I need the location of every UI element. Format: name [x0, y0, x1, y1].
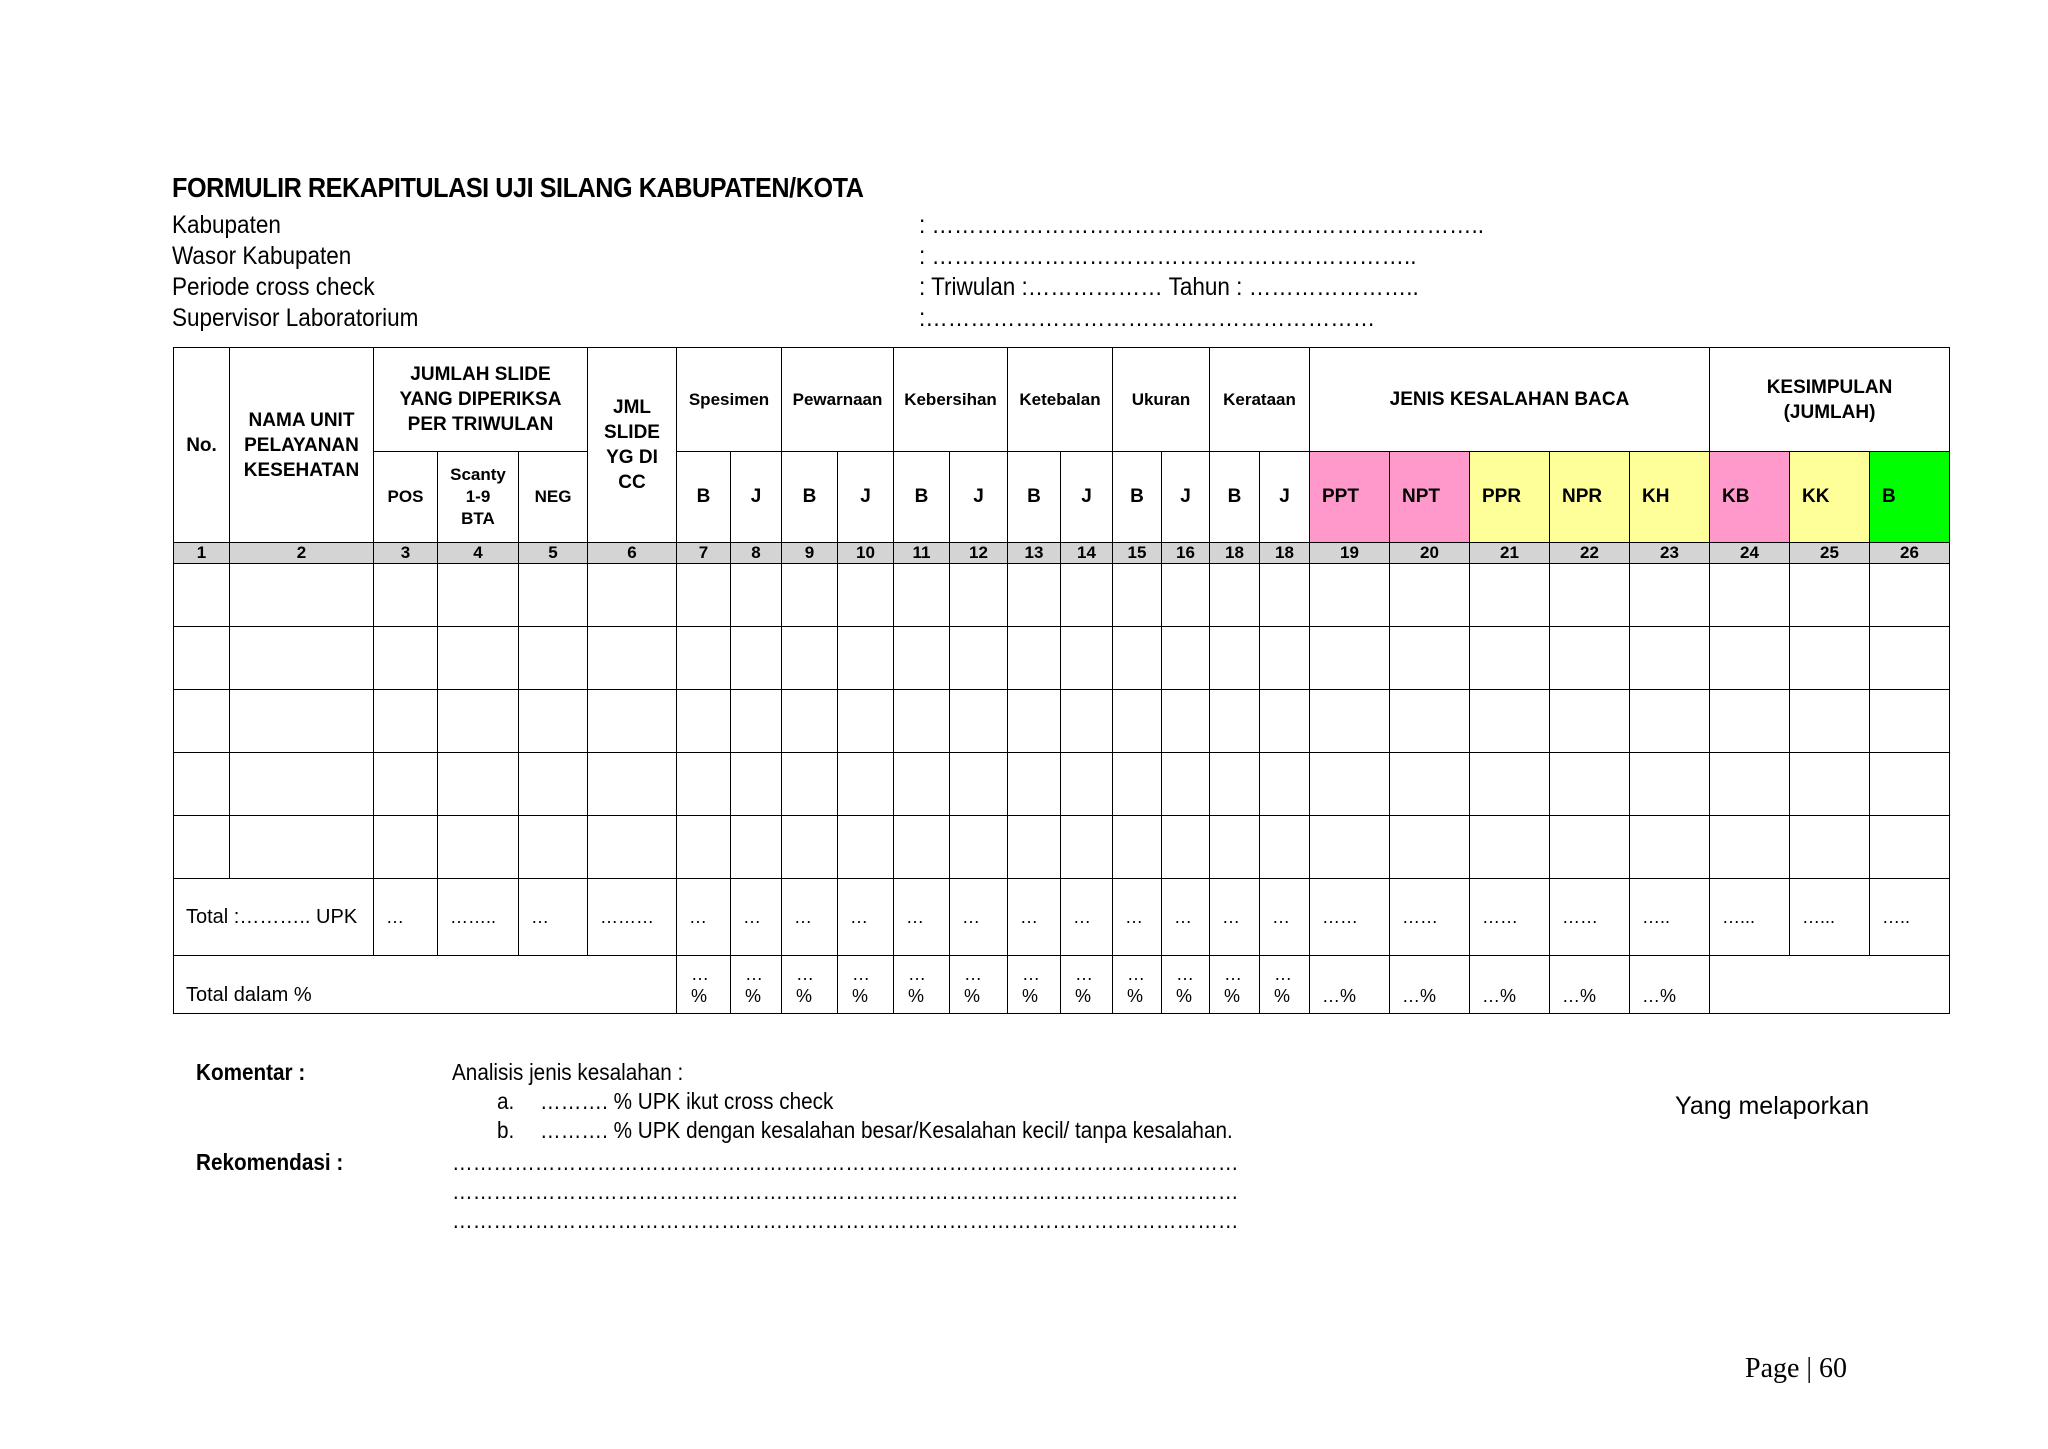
percent-cell: …%: [1310, 956, 1390, 1014]
col-num: 1: [174, 543, 230, 564]
percent-cell: [677, 956, 731, 1014]
data-cell[interactable]: [1470, 564, 1550, 627]
header-b-kesimpulan: B: [1870, 452, 1950, 543]
percent-sign: %: [1022, 986, 1039, 1006]
col-num: 6: [588, 543, 677, 564]
data-cell[interactable]: [1061, 627, 1113, 690]
data-cell[interactable]: [894, 564, 950, 627]
data-cell[interactable]: [1390, 564, 1470, 627]
data-cell[interactable]: [1710, 816, 1790, 879]
data-cell[interactable]: [1790, 627, 1870, 690]
rekomendasi-line: ……………………………………………………………………………………………………: [452, 1149, 1239, 1175]
col-num: 21: [1470, 543, 1550, 564]
percent-dots: …: [745, 964, 763, 984]
data-cell[interactable]: [1260, 753, 1310, 816]
data-cell[interactable]: [230, 564, 374, 627]
header-b: B: [677, 452, 731, 543]
total-cell: ……: [1390, 879, 1470, 956]
page-number: Page | 60: [1745, 1353, 1848, 1384]
data-cell[interactable]: [1008, 627, 1061, 690]
data-cell[interactable]: [1390, 753, 1470, 816]
data-cell[interactable]: [677, 753, 731, 816]
table-row: [174, 627, 1950, 690]
col-num: 15: [1113, 543, 1162, 564]
data-cell[interactable]: [1470, 690, 1550, 753]
header-b: B: [1210, 452, 1260, 543]
percent-dots: …: [796, 964, 814, 984]
percent-sign: %: [964, 986, 981, 1006]
col-num: 16: [1162, 543, 1210, 564]
data-cell[interactable]: [1260, 690, 1310, 753]
data-cell[interactable]: [1310, 816, 1390, 879]
header-j: J: [1061, 452, 1113, 543]
data-cell[interactable]: [894, 816, 950, 879]
table-row: [174, 564, 1950, 627]
data-cell[interactable]: [1061, 816, 1113, 879]
info-value: : ………………………………………………………………..: [919, 211, 1485, 239]
info-value: :……………………………………………………: [919, 304, 1376, 332]
data-cell[interactable]: [782, 627, 838, 690]
data-cell[interactable]: [1550, 564, 1630, 627]
col-num: 22: [1550, 543, 1630, 564]
header-no: No.: [174, 348, 230, 543]
percent-cell: [894, 956, 950, 1014]
info-label: Wasor Kabupaten: [172, 242, 352, 270]
percent-cell: [782, 956, 838, 1014]
info-value: : ………………………………………………………..: [919, 242, 1417, 270]
percent-row: [174, 956, 1950, 1014]
percent-cell: …%: [1390, 956, 1470, 1014]
data-cell[interactable]: [438, 816, 519, 879]
data-cell[interactable]: [1550, 753, 1630, 816]
data-cell[interactable]: [1390, 690, 1470, 753]
data-cell[interactable]: [1260, 627, 1310, 690]
header-j: J: [1260, 452, 1310, 543]
total-cell: …: [838, 879, 894, 956]
data-cell[interactable]: [1162, 690, 1210, 753]
data-cell[interactable]: [731, 816, 782, 879]
data-cell[interactable]: [1870, 816, 1950, 879]
data-cell[interactable]: [1470, 627, 1550, 690]
data-cell[interactable]: [1790, 690, 1870, 753]
total-cell: …...: [1790, 879, 1870, 956]
col-num: 4: [438, 543, 519, 564]
form-title: FORMULIR REKAPITULASI UJI SILANG KABUPATEN/KOTA: [172, 172, 864, 203]
data-cell[interactable]: [1260, 816, 1310, 879]
table-row: [174, 690, 1950, 753]
header-npr: NPR: [1550, 452, 1630, 543]
col-num: 26: [1870, 543, 1950, 564]
data-cell[interactable]: [519, 690, 588, 753]
info-label: Kabupaten: [172, 211, 281, 239]
rekomendasi-line: ……………………………………………………………………………………………………: [452, 1207, 1239, 1233]
col-num: 11: [894, 543, 950, 564]
header-j: J: [950, 452, 1008, 543]
data-cell[interactable]: [1870, 690, 1950, 753]
total-cell: …: [950, 879, 1008, 956]
data-cell[interactable]: [677, 816, 731, 879]
data-cell[interactable]: [1061, 690, 1113, 753]
data-cell[interactable]: [588, 690, 677, 753]
header-b: B: [1008, 452, 1061, 543]
col-num: 12: [950, 543, 1008, 564]
header-row-1: [174, 348, 1950, 452]
data-cell[interactable]: [677, 627, 731, 690]
total-cell: …: [1113, 879, 1162, 956]
percent-cell: [1260, 956, 1310, 1014]
data-cell[interactable]: [1790, 564, 1870, 627]
col-num: 2: [230, 543, 374, 564]
analisis-item-a-letter: a.: [497, 1088, 515, 1114]
data-cell[interactable]: [950, 753, 1008, 816]
col-num: 19: [1310, 543, 1390, 564]
data-cell[interactable]: [1710, 753, 1790, 816]
komentar-label: Komentar :: [196, 1059, 306, 1085]
col-num: 10: [838, 543, 894, 564]
total-cell: …...: [1710, 879, 1790, 956]
percent-sign: %: [852, 986, 869, 1006]
data-cell[interactable]: [174, 753, 230, 816]
total-label: Total :……….. UPK: [174, 879, 374, 956]
data-cell[interactable]: [1630, 816, 1710, 879]
header-scanty: Scanty 1-9 BTA: [438, 452, 519, 543]
data-cell[interactable]: [519, 816, 588, 879]
percent-cell: [1162, 956, 1210, 1014]
data-cell[interactable]: [1210, 816, 1260, 879]
data-cell[interactable]: [1310, 690, 1390, 753]
data-cell[interactable]: [1162, 753, 1210, 816]
data-cell[interactable]: [894, 753, 950, 816]
total-cell: …..: [1630, 879, 1710, 956]
column-number-row: [174, 543, 1950, 564]
data-cell[interactable]: [588, 816, 677, 879]
col-num: 8: [731, 543, 782, 564]
total-cell: …: [782, 879, 838, 956]
percent-dots: …: [1127, 964, 1145, 984]
data-cell[interactable]: [519, 627, 588, 690]
analisis-item-b: ………. % UPK dengan kesalahan besar/Kesalahan kecil/ tanpa kesalahan.: [540, 1117, 1233, 1143]
data-cell[interactable]: [1630, 627, 1710, 690]
data-cell[interactable]: [1550, 816, 1630, 879]
data-cell[interactable]: [1162, 816, 1210, 879]
percent-dots: …: [908, 964, 926, 984]
header-jenis-kesalahan: JENIS KESALAHAN BACA: [1310, 348, 1710, 452]
header-b: B: [1113, 452, 1162, 543]
percent-empty-cell: [1710, 956, 1950, 1014]
data-cell[interactable]: [230, 627, 374, 690]
data-cell[interactable]: [1113, 627, 1162, 690]
percent-cell: [838, 956, 894, 1014]
data-cell[interactable]: [838, 627, 894, 690]
rekap-table: [173, 347, 1950, 1014]
header-ukuran: Ukuran: [1113, 348, 1210, 452]
percent-cell: [731, 956, 782, 1014]
data-cell[interactable]: [1162, 564, 1210, 627]
percent-dots: …: [1022, 964, 1040, 984]
data-cell[interactable]: [1870, 564, 1950, 627]
data-cell[interactable]: [1470, 753, 1550, 816]
data-cell[interactable]: [1162, 627, 1210, 690]
total-cell: …: [1260, 879, 1310, 956]
data-cell[interactable]: [174, 816, 230, 879]
total-cell: …: [1008, 879, 1061, 956]
total-cell: …: [1210, 879, 1260, 956]
data-cell[interactable]: [677, 564, 731, 627]
header-kk: KK: [1790, 452, 1870, 543]
percent-sign: %: [745, 986, 762, 1006]
total-cell: ………: [588, 879, 677, 956]
col-num: 3: [374, 543, 438, 564]
data-cell[interactable]: [438, 690, 519, 753]
total-cell: …: [1162, 879, 1210, 956]
data-cell[interactable]: [838, 690, 894, 753]
data-cell[interactable]: [950, 627, 1008, 690]
header-kerataan: Kerataan: [1210, 348, 1310, 452]
data-cell[interactable]: [1210, 753, 1260, 816]
data-cell[interactable]: [374, 564, 438, 627]
data-cell[interactable]: [731, 690, 782, 753]
col-num: 5: [519, 543, 588, 564]
data-cell[interactable]: [1390, 816, 1470, 879]
percent-dots: …: [1176, 964, 1194, 984]
header-b: B: [894, 452, 950, 543]
data-cell[interactable]: [519, 753, 588, 816]
data-cell[interactable]: [1113, 753, 1162, 816]
percent-dots: …: [691, 964, 709, 984]
info-label: Periode cross check: [172, 273, 375, 301]
col-num: 23: [1630, 543, 1710, 564]
data-cell[interactable]: [731, 753, 782, 816]
data-cell[interactable]: [1008, 690, 1061, 753]
col-num: 13: [1008, 543, 1061, 564]
header-ppt: PPT: [1310, 452, 1390, 543]
data-cell[interactable]: [374, 753, 438, 816]
data-cell[interactable]: [950, 690, 1008, 753]
info-value: : Triwulan :……………… Tahun : …………………..: [919, 273, 1419, 301]
header-kh: KH: [1630, 452, 1710, 543]
data-cell[interactable]: [1710, 564, 1790, 627]
data-cell[interactable]: [438, 753, 519, 816]
total-cell: …: [1061, 879, 1113, 956]
total-cell: ……: [1550, 879, 1630, 956]
data-cell[interactable]: [894, 690, 950, 753]
col-num: 7: [677, 543, 731, 564]
header-neg: NEG: [519, 452, 588, 543]
data-cell[interactable]: [1210, 627, 1260, 690]
col-num: 14: [1061, 543, 1113, 564]
col-num: 9: [782, 543, 838, 564]
info-label: Supervisor Laboratorium: [172, 304, 419, 332]
data-cell[interactable]: [950, 816, 1008, 879]
header-jml-slide: JML SLIDE YG DI CC: [588, 348, 677, 543]
percent-sign: %: [796, 986, 813, 1006]
data-cell[interactable]: [1061, 564, 1113, 627]
rekomendasi-label: Rekomendasi :: [196, 1149, 344, 1175]
col-num: 25: [1790, 543, 1870, 564]
percent-cell: [950, 956, 1008, 1014]
analisis-title: Analisis jenis kesalahan :: [452, 1059, 684, 1085]
data-cell[interactable]: [1310, 564, 1390, 627]
header-b: B: [782, 452, 838, 543]
data-cell[interactable]: [1470, 816, 1550, 879]
total-cell: ……..: [438, 879, 519, 956]
percent-label: Total dalam %: [174, 956, 677, 1014]
percent-sign: %: [1176, 986, 1193, 1006]
percent-cell: …%: [1630, 956, 1710, 1014]
data-cell[interactable]: [838, 564, 894, 627]
percent-cell: [1210, 956, 1260, 1014]
col-num: 20: [1390, 543, 1470, 564]
reporter-label: Yang melaporkan: [1675, 1092, 1870, 1120]
data-cell[interactable]: [1630, 564, 1710, 627]
data-cell[interactable]: [782, 816, 838, 879]
data-cell[interactable]: [782, 690, 838, 753]
header-kb: KB: [1710, 452, 1790, 543]
table-row: [174, 816, 1950, 879]
total-cell: …: [894, 879, 950, 956]
percent-sign: %: [908, 986, 925, 1006]
header-spesimen: Spesimen: [677, 348, 782, 452]
data-cell[interactable]: [838, 753, 894, 816]
data-cell[interactable]: [1310, 627, 1390, 690]
total-cell: …: [374, 879, 438, 956]
data-cell[interactable]: [1210, 690, 1260, 753]
percent-sign: %: [691, 986, 708, 1006]
data-cell[interactable]: [374, 690, 438, 753]
data-cell[interactable]: [731, 627, 782, 690]
data-cell[interactable]: [519, 564, 588, 627]
data-cell[interactable]: [1008, 753, 1061, 816]
data-cell[interactable]: [782, 753, 838, 816]
data-cell[interactable]: [1630, 753, 1710, 816]
data-cell[interactable]: [374, 816, 438, 879]
data-cell[interactable]: [1260, 564, 1310, 627]
data-cell[interactable]: [230, 816, 374, 879]
total-cell: …..: [1870, 879, 1950, 956]
header-kebersihan: Kebersihan: [894, 348, 1008, 452]
header-kesimpulan: KESIMPULAN (JUMLAH): [1710, 348, 1950, 452]
data-cell[interactable]: [731, 564, 782, 627]
percent-cell: [1061, 956, 1113, 1014]
data-cell[interactable]: [838, 816, 894, 879]
header-jumlah-slide: JUMLAH SLIDE YANG DIPERIKSA PER TRIWULAN: [374, 348, 588, 452]
data-cell[interactable]: [1113, 690, 1162, 753]
header-pewarnaan: Pewarnaan: [782, 348, 894, 452]
percent-cell: …%: [1470, 956, 1550, 1014]
data-cell[interactable]: [782, 564, 838, 627]
percent-sign: %: [1274, 986, 1291, 1006]
data-cell[interactable]: [588, 753, 677, 816]
data-cell[interactable]: [1710, 627, 1790, 690]
data-cell[interactable]: [1870, 753, 1950, 816]
percent-sign: %: [1075, 986, 1092, 1006]
data-cell[interactable]: [894, 627, 950, 690]
header-ppr: PPR: [1470, 452, 1550, 543]
total-cell: …: [731, 879, 782, 956]
data-cell[interactable]: [1710, 690, 1790, 753]
col-num: 18: [1210, 543, 1260, 564]
total-cell: …: [519, 879, 588, 956]
percent-dots: …: [852, 964, 870, 984]
data-cell[interactable]: [1113, 564, 1162, 627]
percent-cell: [1008, 956, 1061, 1014]
data-cell[interactable]: [1210, 564, 1260, 627]
data-cell[interactable]: [1870, 627, 1950, 690]
analisis-item-b-letter: b.: [497, 1117, 515, 1143]
data-cell[interactable]: [1390, 627, 1470, 690]
header-nama-unit: NAMA UNIT PELAYANAN KESEHATAN: [230, 348, 374, 543]
percent-dots: …: [964, 964, 982, 984]
data-cell[interactable]: [230, 753, 374, 816]
analisis-item-a: ………. % UPK ikut cross check: [540, 1088, 834, 1114]
data-cell[interactable]: [174, 690, 230, 753]
data-cell[interactable]: [588, 627, 677, 690]
data-cell[interactable]: [438, 627, 519, 690]
percent-cell: …%: [1550, 956, 1630, 1014]
data-cell[interactable]: [1790, 816, 1870, 879]
percent-dots: …: [1274, 964, 1292, 984]
header-j: J: [838, 452, 894, 543]
data-cell[interactable]: [1008, 564, 1061, 627]
col-num: 18: [1260, 543, 1310, 564]
data-cell[interactable]: [438, 564, 519, 627]
header-j: J: [1162, 452, 1210, 543]
data-cell[interactable]: [1550, 627, 1630, 690]
data-cell[interactable]: [1061, 753, 1113, 816]
total-row: [174, 879, 1950, 956]
header-npt: NPT: [1390, 452, 1470, 543]
percent-dots: …: [1224, 964, 1242, 984]
rekomendasi-line: ……………………………………………………………………………………………………: [452, 1178, 1239, 1204]
data-cell[interactable]: [1630, 690, 1710, 753]
header-row-2: [174, 452, 1950, 543]
total-cell: ……: [1470, 879, 1550, 956]
data-cell[interactable]: [174, 564, 230, 627]
percent-cell: [1113, 956, 1162, 1014]
header-j: J: [731, 452, 782, 543]
data-cell[interactable]: [677, 690, 731, 753]
data-cell[interactable]: [174, 627, 230, 690]
data-cell[interactable]: [1550, 690, 1630, 753]
col-num: 24: [1710, 543, 1790, 564]
header-ketebalan: Ketebalan: [1008, 348, 1113, 452]
data-cell[interactable]: [1008, 816, 1061, 879]
percent-sign: %: [1127, 986, 1144, 1006]
header-pos: POS: [374, 452, 438, 543]
percent-sign: %: [1224, 986, 1241, 1006]
data-cell[interactable]: [230, 690, 374, 753]
data-cell[interactable]: [1790, 753, 1870, 816]
data-cell[interactable]: [588, 564, 677, 627]
total-cell: …: [677, 879, 731, 956]
table-row: [174, 753, 1950, 816]
data-cell[interactable]: [1310, 753, 1390, 816]
percent-dots: …: [1075, 964, 1093, 984]
data-cell[interactable]: [374, 627, 438, 690]
data-cell[interactable]: [950, 564, 1008, 627]
data-cell[interactable]: [1113, 816, 1162, 879]
total-cell: ……: [1310, 879, 1390, 956]
